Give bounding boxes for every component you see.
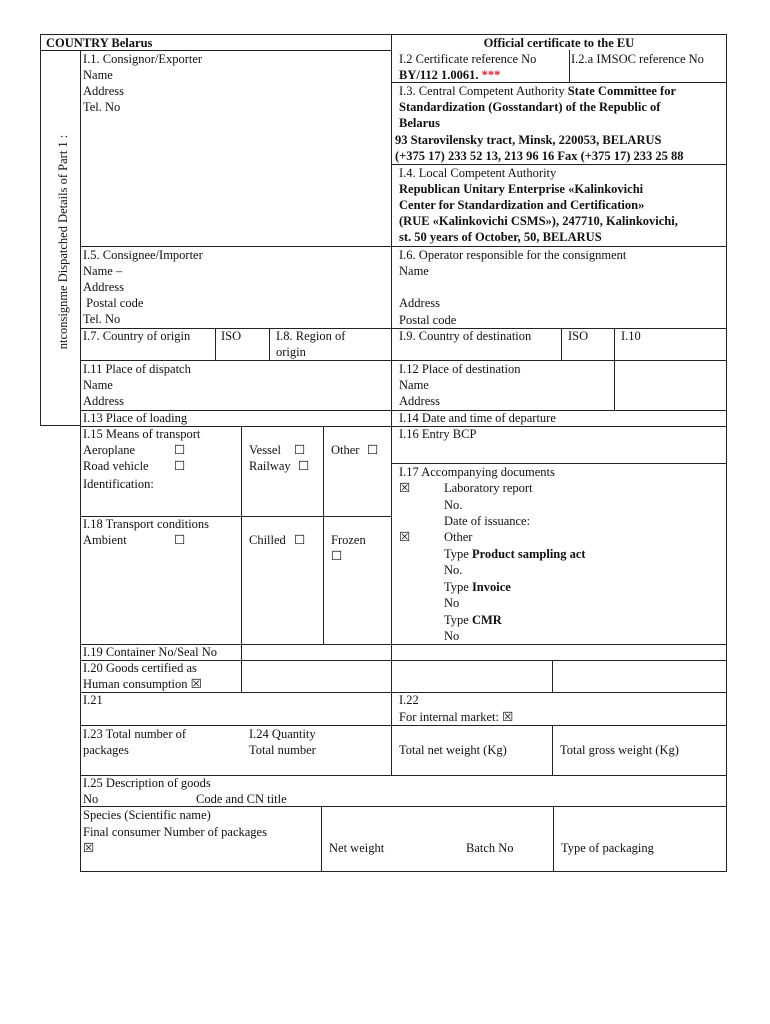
goods-batch: Batch No (466, 841, 514, 855)
doc-type-3 (444, 612, 502, 628)
box-1-4-line: Center for Standardization and Certification» (399, 198, 645, 212)
doc-type-1-value: Product sampling act (471, 547, 586, 561)
box-1-6-name: Name (399, 264, 429, 278)
rule (40, 425, 81, 426)
lab-report-label: Laboratory report (444, 481, 533, 495)
box-1-12-title: I.12 Place of destination (399, 362, 521, 376)
rule (552, 725, 553, 776)
rule (321, 806, 322, 872)
total-gross-weight: Total gross weight (Kg) (560, 743, 679, 757)
box-1-24-title: I.24 Quantity (249, 727, 316, 741)
box-1-6-title: I.6. Operator responsible for the consignment (399, 248, 627, 262)
box-1-5-name: Name – (83, 264, 123, 278)
vessel-label: Vessel (249, 443, 281, 457)
box-1-3-line: Standardization (Gosstandart) of the Republic of (399, 100, 661, 114)
box-1-22-title: I.22 (399, 693, 419, 707)
box-1-3-line: (+375 17) 233 52 13, 213 96 16 Fax (+375 17) 233 25 88 (395, 149, 684, 163)
part1-sidebar-title: ntconsignme Dispatched Details of Part 1 : (56, 134, 70, 350)
lab-report-checkbox[interactable]: ☒ (399, 481, 411, 495)
box-1-15-title: I.15 Means of transport (83, 427, 201, 441)
doc-no-4: No (444, 629, 460, 643)
human-consumption-checkbox[interactable]: ☒ (190, 677, 202, 691)
box-1-25-title: I.25 Description of goods (83, 776, 211, 790)
box-1-4-line: Republican Unitary Enterprise «Kalinkovichi (399, 182, 644, 196)
box-1-5-address: Address (83, 280, 124, 294)
rule (569, 50, 570, 82)
rule (215, 328, 216, 360)
box-1-3-title (399, 83, 676, 99)
aeroplane-label: Aeroplane (83, 443, 136, 457)
frozen-checkbox[interactable]: ☐ (331, 549, 343, 563)
box-1-2-ref-mark: *** (481, 68, 501, 82)
box-1-6-address: Address (399, 296, 440, 310)
official-title: Official certificate to the EU (483, 36, 635, 50)
box-1-3-line: 93 Starovilensky tract, Minsk, 220053, BELARUS (395, 133, 662, 147)
chilled-label: Chilled (249, 533, 286, 547)
date-issuance-label: Date of issuance: (444, 514, 531, 528)
aeroplane-checkbox[interactable]: ☐ (174, 443, 186, 457)
box-1-2-ref-value: BY/112 1.0061. (399, 68, 479, 82)
box-1-11-address: Address (83, 394, 124, 408)
internal-market-checkbox[interactable]: ☒ (502, 710, 514, 724)
box-1-24-total: Total number (249, 743, 316, 757)
rule (269, 328, 270, 360)
goods-species: Species (Scientific name) (83, 808, 211, 822)
box-1-1-tel: Tel. No (83, 100, 121, 114)
vessel-checkbox[interactable]: ☐ (294, 443, 306, 457)
doc-no-3: No (444, 596, 460, 610)
box-1-16-title: I.16 Entry BCP (399, 427, 477, 441)
box-1-17-title: I.17 Accompanying documents (399, 465, 555, 479)
doc-no-2: No. (444, 563, 463, 577)
box-1-5-tel: Tel. No (83, 312, 121, 326)
box-1-4-line: st. 50 years of October, 50, BELARUS (399, 230, 602, 244)
rule (80, 871, 727, 872)
box-1-2-title: I.2 Certificate reference No (399, 52, 537, 66)
box-1-12-address: Address (399, 394, 440, 408)
box-1-13-title: I.13 Place of loading (83, 411, 188, 425)
railway-checkbox[interactable]: ☐ (298, 459, 310, 473)
lab-report-no: No. (444, 498, 463, 512)
box-1-23-title: I.23 Total number of (83, 727, 187, 741)
rule (553, 806, 554, 872)
ambient-checkbox[interactable]: ☐ (174, 533, 186, 547)
box-1-1-title: I.1. Consignor/Exporter (83, 52, 203, 66)
box-1-1-address: Address (83, 84, 124, 98)
box-1-18-title: I.18 Transport conditions (83, 517, 210, 531)
other-doc-checkbox[interactable]: ☒ (399, 530, 411, 544)
human-consumption-label: Human consumption (83, 677, 188, 691)
box-1-9-title: I.9. Country of destination (399, 329, 532, 343)
doc-type-3-value: CMR (471, 613, 502, 627)
rule (614, 328, 615, 410)
box-1-10-title: I.10 (621, 329, 641, 343)
other-transport-label: Other (331, 443, 360, 457)
box-1-3-label: I.3. Central Competent Authority (399, 84, 565, 98)
box-1-7-title: I.7. Country of origin (83, 329, 191, 343)
box-1-2-ref (399, 67, 500, 83)
frozen-label: Frozen (331, 533, 366, 547)
doc-type-2-label: Type (444, 580, 472, 594)
box-1-5-postal: Postal code (83, 296, 144, 310)
doc-type-2-value: Invoice (471, 580, 511, 594)
goods-packaging: Type of packaging (561, 841, 654, 855)
railway-label: Railway (249, 459, 291, 473)
box-1-23-title: packages (83, 743, 129, 757)
box-1-1-name: Name (83, 68, 113, 82)
box-1-3-line: State Committee for (567, 84, 677, 98)
rule (40, 34, 41, 425)
doc-type-2 (444, 579, 511, 595)
final-consumer: Final consumer Number of packages (83, 825, 267, 839)
rule (241, 426, 242, 692)
goods-no: No (83, 792, 99, 806)
human-consumption (83, 676, 202, 692)
box-1-6-postal: Postal code (399, 313, 457, 327)
rule (391, 34, 392, 776)
box-1-4-line: (RUE «Kalinkovichi CSMS»), 247710, Kalinkovichi, (399, 214, 678, 228)
internal-market (399, 709, 513, 725)
identification-label: Identification: (83, 477, 154, 491)
box-1-7-iso: ISO (221, 329, 242, 343)
other-doc-label: Other (444, 530, 473, 544)
road-vehicle-label: Road vehicle (83, 459, 149, 473)
doc-type-1 (444, 546, 586, 562)
country-label: COUNTRY Belarus (46, 36, 153, 50)
doc-type-3-label: Type (444, 613, 472, 627)
box-1-19-title: I.19 Container No/Seal No (83, 645, 218, 659)
box-1-14-title: I.14 Date and time of departure (399, 411, 556, 425)
box-1-9-iso: ISO (568, 329, 589, 343)
road-vehicle-checkbox[interactable]: ☐ (174, 459, 186, 473)
box-1-4-title: I.4. Local Competent Authority (399, 166, 557, 180)
goods-net-weight: Net weight (329, 841, 385, 855)
rule (726, 34, 727, 872)
box-1-8-title: origin (276, 345, 306, 359)
goods-code: Code and CN title (196, 792, 287, 806)
rule (552, 660, 553, 692)
box-1-20-title: I.20 Goods certified as (83, 661, 197, 675)
box-1-2a-title: I.2.a IMSOC reference No (571, 52, 704, 66)
chilled-checkbox[interactable]: ☐ (294, 533, 306, 547)
box-1-12-name: Name (399, 378, 429, 392)
box-1-21-title: I.21 (83, 693, 103, 707)
doc-type-1-label: Type (444, 547, 472, 561)
rule (80, 50, 81, 872)
box-1-3-line: Belarus (399, 116, 440, 130)
rule (323, 426, 324, 644)
box-1-11-title: I.11 Place of dispatch (83, 362, 191, 376)
box-1-8-title: I.8. Region of (276, 329, 346, 343)
rule (561, 328, 562, 360)
ambient-label: Ambient (83, 533, 127, 547)
other-transport-checkbox[interactable]: ☐ (367, 443, 379, 457)
box-1-5-title: I.5. Consignee/Importer (83, 248, 203, 262)
total-net-weight: Total net weight (Kg) (399, 743, 507, 757)
box-1-11-name: Name (83, 378, 113, 392)
final-consumer-checkbox[interactable]: ☒ (83, 841, 95, 855)
internal-market-label: For internal market: (399, 710, 499, 724)
